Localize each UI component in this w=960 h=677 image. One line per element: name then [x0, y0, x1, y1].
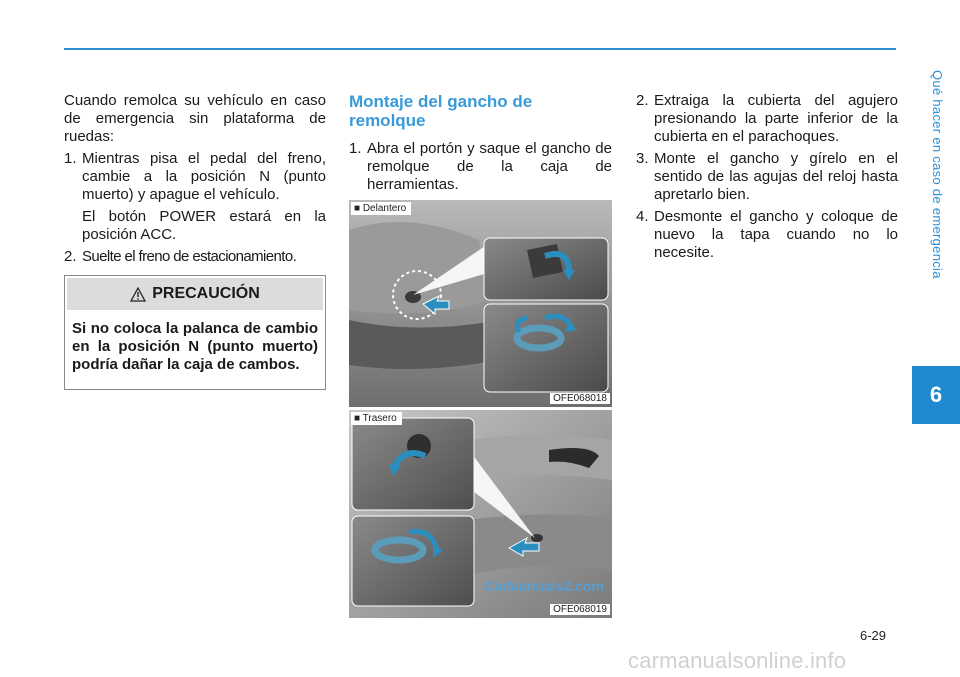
step-text: Mientras pisa el pedal del freno, cambie a la posición N (punto muerto) y apague el vehículo. — [82, 150, 326, 203]
step-number: 1. — [64, 150, 77, 167]
intro-paragraph: Cuando remolca su vehículo en caso de emergencia sin plataforma de ruedas: — [64, 92, 326, 145]
step-text: Abra el portón y saque el gancho de remolque de la caja de herramientas. — [367, 140, 612, 193]
chapter-side-title: Qué hacer en caso de emergencia — [930, 70, 945, 279]
column-1 — [64, 92, 326, 266]
warning-triangle-icon — [130, 287, 146, 302]
caution-title: PRECAUCIÓN — [152, 285, 260, 302]
list-item — [349, 140, 612, 194]
figure-code: OFE068018 — [550, 393, 610, 404]
step-text: Monte el gancho y gírelo en el sentido de las agujas del reloj hasta apretarlo bien. — [654, 150, 898, 203]
step-number: 2. — [636, 92, 649, 109]
step-number: 4. — [636, 208, 649, 225]
column-2 — [349, 92, 612, 194]
footer-watermark: carmanualsonline.info — [628, 648, 847, 673]
list-item — [64, 248, 326, 266]
list-item — [636, 92, 898, 146]
figure-label: ■ Delantero — [351, 202, 411, 215]
step-text: Extraiga la cubierta del agujero presionando la parte inferior de la cubierta en el parachoques. — [654, 92, 898, 145]
column-3 — [636, 92, 898, 262]
caution-box — [64, 275, 326, 390]
section-title: Montaje del gancho de remolque — [349, 92, 533, 130]
chapter-number-tab: 6 — [912, 366, 960, 424]
front-tow-hook-figure — [349, 200, 612, 407]
figure-label: ■ Trasero — [351, 412, 402, 425]
step-number: 1. — [349, 140, 362, 157]
step-note: El botón POWER estará en la posición ACC. — [82, 208, 326, 243]
step-number: 2. — [64, 248, 77, 265]
front-bumper-illustration — [349, 200, 612, 407]
list-item — [636, 208, 898, 262]
caution-header — [67, 278, 323, 310]
list-item — [636, 150, 898, 204]
caution-text: Si no coloca la palanca de cambio en la posición N (punto muerto) podría dañar la caja de cambos. — [72, 320, 318, 373]
page-number: 6-29 — [860, 628, 887, 643]
list-item — [64, 150, 326, 204]
step-text: Desmonte el gancho y coloque de nuevo la tapa cuando no lo necesite. — [654, 208, 898, 261]
step-number: 3. — [636, 150, 649, 167]
header-rule — [64, 48, 896, 50]
watermark: CarManuals2.com — [484, 578, 604, 594]
step-text: Suelte el freno de estacionamiento. — [82, 248, 297, 265]
figure-code: OFE068019 — [550, 604, 610, 615]
